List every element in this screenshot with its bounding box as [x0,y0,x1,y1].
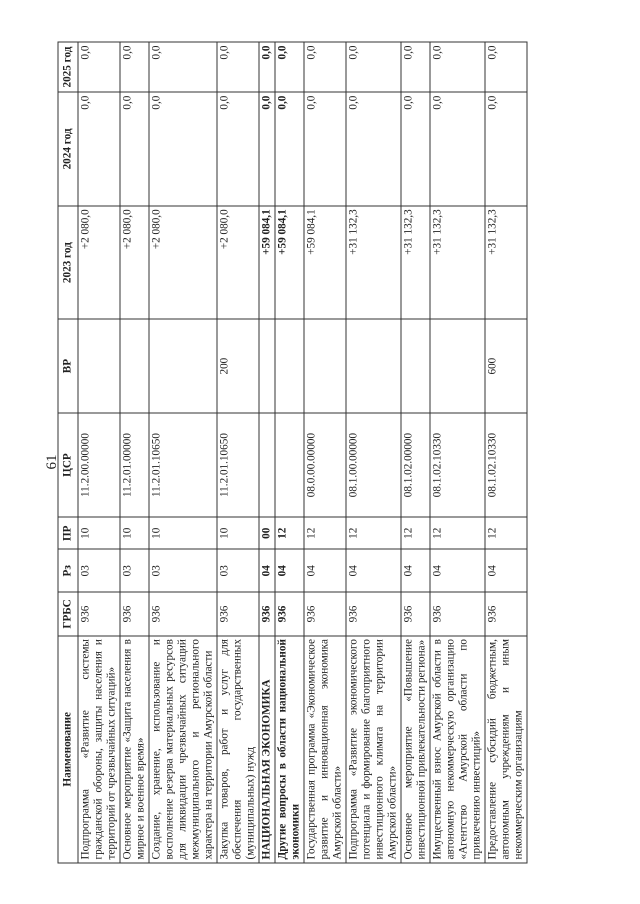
cell-pr: 12 [401,517,430,549]
cell-y2024: 0,0 [78,92,120,206]
cell-csr: 08.1.02.10330 [485,412,527,517]
header-name: Наименование [58,635,78,862]
cell-y2024: 0,0 [275,92,304,206]
cell-y2025: 0,0 [346,42,401,92]
cell-y2024: 0,0 [304,92,346,206]
cell-pr: 12 [346,517,401,549]
cell-vr [120,319,149,412]
cell-name: Государственная программа «Экономическое развитие и инновационная экономика Амурской области» [304,635,346,862]
cell-y2024: 0,0 [149,92,217,206]
cell-y2025: 0,0 [304,42,346,92]
cell-vr [430,319,485,412]
cell-vr [275,319,304,412]
cell-y2025: 0,0 [149,42,217,92]
table-row [78,42,120,863]
cell-grbs: 936 [149,592,217,635]
cell-csr: 11.2.01.10650 [217,412,259,517]
table-row [430,42,485,863]
cell-y2025: 0,0 [120,42,149,92]
header-grbs: ГРБС [58,592,78,635]
cell-name: НАЦИОНАЛЬНАЯ ЭКОНОМИКА [259,635,275,862]
cell-pr: 10 [120,517,149,549]
cell-y2023: +59 084,1 [304,205,346,319]
cell-y2025: 0,0 [401,42,430,92]
cell-y2023: +59 084,1 [259,205,275,319]
table-header-row [58,42,78,863]
cell-pr: 12 [304,517,346,549]
cell-csr: 11.2.00.00000 [78,412,120,517]
header-2024: 2024 год [58,92,78,206]
table-row [259,42,275,863]
cell-grbs: 936 [401,592,430,635]
page-number: 61 [44,454,60,470]
cell-rz: 04 [275,549,304,592]
table-row [304,42,346,863]
cell-pr: 12 [485,517,527,549]
cell-y2024: 0,0 [401,92,430,206]
cell-name: Предоставление субсидий бюджетным, автономным учреждениям и иным некоммерческим организациям [485,635,527,862]
cell-csr: 08.1.02.00000 [401,412,430,517]
cell-rz: 04 [485,549,527,592]
header-2023: 2023 год [58,205,78,319]
table-row [217,42,259,863]
cell-name: Имущественный взнос Амурской области в автономную некоммерческую организацию «Агентство Амурской области по привлечению инвестиций» [430,635,485,862]
cell-vr [346,319,401,412]
cell-grbs: 936 [120,592,149,635]
cell-grbs: 936 [485,592,527,635]
table-row [346,42,401,863]
header-2025: 2025 год [58,42,78,92]
cell-y2024: 0,0 [259,92,275,206]
cell-rz: 03 [78,549,120,592]
table-row [149,42,217,863]
table-row [401,42,430,863]
cell-csr: 08.1.00.00000 [346,412,401,517]
header-pr: ПР [58,517,78,549]
cell-name: Основное мероприятие «Защита населения в мирное и военное время» [120,635,149,862]
cell-y2025: 0,0 [430,42,485,92]
cell-name: Подпрограмма «Развитие системы гражданской обороны, защиты населения и территорий от чрезвычайных ситуаций» [78,635,120,862]
cell-y2024: 0,0 [430,92,485,206]
cell-name: Создание, хранение, использование и восполнение резерва материальных ресурсов для ликвидации чрезвычайных ситуаций межмуниципального и регионального характера на территории Амурской области [149,635,217,862]
cell-y2023: +2 080,0 [120,205,149,319]
table-row [485,42,527,863]
cell-y2023: +59 084,1 [275,205,304,319]
rotated-table-container [58,41,583,863]
cell-y2023: +31 132,3 [430,205,485,319]
cell-name: Подпрограмма «Развитие экономического потенциала и формирование благоприятного инвестиционного климата на территории Амурской области» [346,635,401,862]
cell-rz: 03 [217,549,259,592]
cell-y2023: +31 132,3 [401,205,430,319]
cell-vr [149,319,217,412]
cell-vr: 200 [217,319,259,412]
cell-grbs: 936 [275,592,304,635]
cell-name: Основное мероприятие «Повышение инвестиционной привлекательности региона» [401,635,430,862]
cell-y2025: 0,0 [259,42,275,92]
cell-grbs: 936 [259,592,275,635]
cell-name: Другие вопросы в области национальной экономики [275,635,304,862]
cell-pr: 10 [149,517,217,549]
cell-y2023: +31 132,3 [485,205,527,319]
header-vr: ВР [58,319,78,412]
cell-csr: 11.2.01.00000 [120,412,149,517]
cell-y2024: 0,0 [120,92,149,206]
cell-grbs: 936 [78,592,120,635]
cell-rz: 04 [259,549,275,592]
cell-pr: 12 [275,517,304,549]
cell-pr: 00 [259,517,275,549]
cell-y2024: 0,0 [346,92,401,206]
cell-rz: 04 [346,549,401,592]
cell-pr: 12 [430,517,485,549]
cell-y2025: 0,0 [485,42,527,92]
cell-csr [259,412,275,517]
cell-rz: 04 [401,549,430,592]
cell-vr [401,319,430,412]
cell-y2024: 0,0 [217,92,259,206]
cell-vr: 600 [485,319,527,412]
cell-rz: 04 [430,549,485,592]
cell-rz: 04 [304,549,346,592]
cell-csr [275,412,304,517]
cell-csr: 08.0.00.00000 [304,412,346,517]
cell-grbs: 936 [217,592,259,635]
cell-y2025: 0,0 [217,42,259,92]
cell-vr [304,319,346,412]
budget-table [58,41,528,863]
table-row [275,42,304,863]
cell-y2024: 0,0 [485,92,527,206]
header-csr: ЦСР [58,412,78,517]
cell-rz: 03 [120,549,149,592]
cell-y2023: +31 132,3 [346,205,401,319]
cell-grbs: 936 [430,592,485,635]
cell-y2023: +2 080,0 [217,205,259,319]
header-rz: Рз [58,549,78,592]
cell-y2023: +2 080,0 [149,205,217,319]
cell-vr [78,319,120,412]
cell-y2023: +2 080,0 [78,205,120,319]
cell-grbs: 936 [346,592,401,635]
cell-vr [259,319,275,412]
cell-grbs: 936 [304,592,346,635]
cell-csr: 08.1.02.10330 [430,412,485,517]
cell-y2025: 0,0 [78,42,120,92]
cell-pr: 10 [78,517,120,549]
cell-rz: 03 [149,549,217,592]
cell-csr: 11.2.01.10650 [149,412,217,517]
cell-name: Закупка товаров, работ и услуг для обеспечения государственных (муниципальных) нужд [217,635,259,862]
cell-pr: 10 [217,517,259,549]
table-row [120,42,149,863]
cell-y2025: 0,0 [275,42,304,92]
